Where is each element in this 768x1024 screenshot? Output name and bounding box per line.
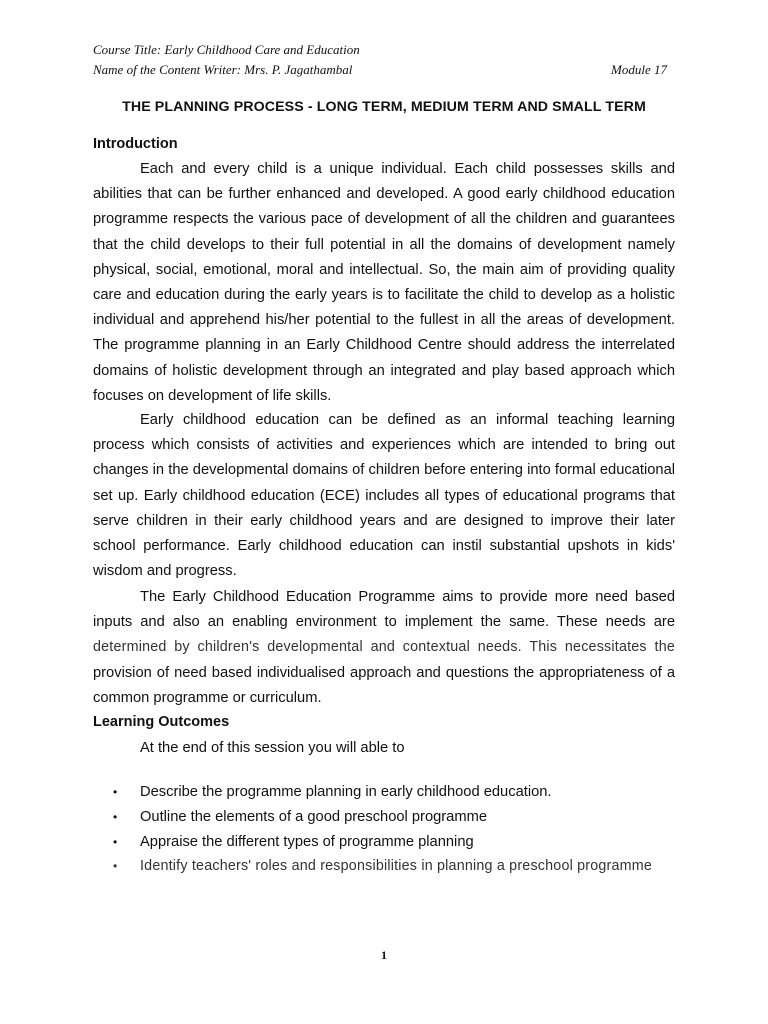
list-item-text: Appraise the different types of programme planning (140, 833, 474, 850)
paragraph-text-b: determined by children's developmental and contextual needs. This necessitates the (93, 639, 675, 656)
list-item (93, 780, 653, 805)
content-writer-line (93, 62, 667, 78)
page-number: 1 (381, 948, 387, 962)
paragraph-text-a: The Early Childhood Education Programme aims to provide more need based inputs and also an enabling environment to implement the same. These needs are (93, 589, 675, 631)
learning-outcomes-heading: Learning Outcomes (93, 714, 230, 730)
list-item (93, 805, 653, 830)
course-title: Course Title: Early Childhood Care and Education (93, 42, 360, 57)
introduction-heading: Introduction (93, 136, 178, 152)
introduction-paragraph-2 (93, 408, 675, 584)
list-item-text: Outline the elements of a good preschool programme (140, 808, 487, 825)
list-item-text: Describe the programme planning in early childhood education. (140, 784, 552, 800)
list-item (93, 830, 653, 855)
bullet-icon: • (113, 809, 118, 824)
bullet-icon: • (113, 834, 118, 849)
paragraph-text: Each and every child is a unique individual. Each child possesses skills and abilities that can be further enhanced and developed. A good early childhood education programme respects the various pace of development of all the children and guarantees that the child develops to their full potential in all the domains of development namely physical, social, emotional, moral and intellectual. So, the main aim of providing quality care and education during the early years is to facilitate the child to develop as a holistic individual and apprehend his/her potential to the fullest in all the areas of development. The programme planning in an Early Childhood Centre should address the interrelated domains of holistic development through an integrated and play based approach which focuses on development of life skills. (93, 161, 675, 404)
bullet-icon: • (113, 785, 118, 799)
introduction-paragraph-1 (93, 157, 675, 409)
paragraph-text-c: provision of need based individualised approach and questions the appropriateness of a common programme or curriculum. (93, 664, 675, 706)
introduction-paragraph-3 (93, 585, 675, 711)
list-item (93, 854, 653, 879)
paragraph-text (93, 585, 675, 711)
learning-outcomes-intro: At the end of this session you will able to (140, 740, 405, 756)
bullet-icon: • (113, 859, 118, 874)
learning-outcomes-list (93, 780, 653, 879)
module-number: Module 17 (611, 62, 667, 77)
page-title: THE PLANNING PROCESS - LONG TERM, MEDIUM TERM AND SMALL TERM (122, 99, 646, 115)
list-item-text: Identify teachers' roles and responsibilities in planning a preschool programme (140, 858, 653, 875)
content-writer: Name of the Content Writer: Mrs. P. Jagathambal (93, 62, 353, 77)
paragraph-text: Early childhood education can be defined as an informal teaching learning process which consists of activities and experiences which are intended to bring out changes in the developmental domains of children before entering into formal educational set up. Early childhood education (ECE) includes all types of educational programs that serve children in their early childhood years and are designed to improve their later school performance. Early childhood education can instil substantial upshots in kids' wisdom and progress. (93, 412, 675, 580)
